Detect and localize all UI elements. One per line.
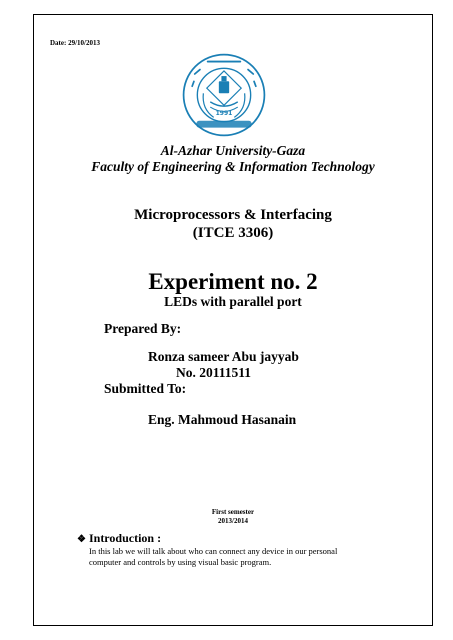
prepared-by-label: Prepared By: [104, 321, 182, 336]
semester-year: 2013/2014 [218, 517, 248, 525]
student-number: No. 20111511 [176, 365, 252, 380]
instructor-name: Eng. Mahmoud Hasanain [148, 412, 297, 427]
university-name: Al-Azhar University-Gaza [160, 143, 306, 158]
experiment-title: Experiment no. 2 [148, 269, 318, 294]
introduction-line: computer and controls by using visual basic program. [89, 557, 272, 567]
semester-block [33, 508, 433, 526]
document-date: Date: 29/10/2013 [50, 39, 100, 47]
introduction-text [89, 546, 389, 568]
course-name: Microprocessors & Interfacing [134, 207, 332, 223]
student-name: Ronza sameer Abu jayyab [148, 349, 299, 364]
semester-term: First semester [211, 508, 255, 516]
introduction-heading-text: Introduction : [88, 531, 162, 545]
submitted-to-label: Submitted To: [104, 381, 187, 396]
university-logo [181, 52, 267, 138]
introduction-heading [77, 531, 161, 546]
experiment-subtitle: LEDs with parallel port [164, 294, 302, 309]
course-code: (ITCE 3306) [192, 225, 274, 241]
course-block [33, 206, 433, 242]
university-header [33, 143, 433, 175]
diamond-bullet-icon: ❖ [77, 534, 86, 545]
introduction-line: In this lab we will talk about who can connect any device in our personal [89, 546, 338, 556]
logo-year: 1991 [215, 109, 233, 117]
faculty-name: Faculty of Engineering & Information Technology [91, 159, 375, 174]
